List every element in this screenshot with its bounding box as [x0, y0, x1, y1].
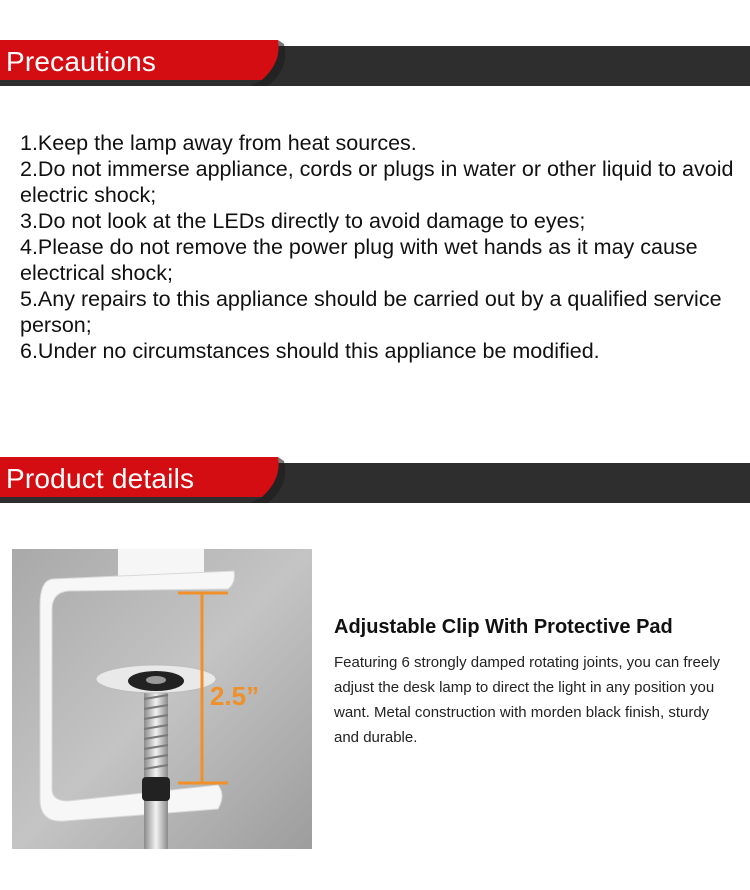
clamp-illustration [12, 549, 312, 849]
precaution-item: 4.Please do not remove the power plug with wet hands as it may cause electrical shock; [20, 235, 698, 285]
section-title-product-details: Product details [6, 463, 195, 494]
clamp-product-image [12, 549, 312, 849]
section-title-precautions: Precautions [6, 46, 157, 77]
precaution-item: 1.Keep the lamp away from heat sources. [20, 131, 417, 155]
product-details-banner [0, 457, 750, 505]
precaution-item: 2.Do not immerse appliance, cords or plugs in water or other liquid to avoid electric shock; [20, 157, 734, 207]
precautions-list [20, 130, 740, 364]
product-feature-heading: Adjustable Clip With Protective Pad [334, 616, 673, 638]
product-feature-description: Featuring 6 strongly damped rotating joints, you can freely adjust the desk lamp to direct the light in any position you want. Metal construction with morden black finish, sturdy and durable. [334, 654, 721, 746]
precautions-banner [0, 40, 750, 88]
dimension-label: 2.5” [210, 681, 260, 711]
precaution-item: 5.Any repairs to this appliance should be carried out by a qualified service person; [20, 287, 722, 337]
precaution-item: 6.Under no circumstances should this appliance be modified. [20, 339, 600, 363]
precaution-item: 3.Do not look at the LEDs directly to avoid damage to eyes; [20, 209, 586, 233]
